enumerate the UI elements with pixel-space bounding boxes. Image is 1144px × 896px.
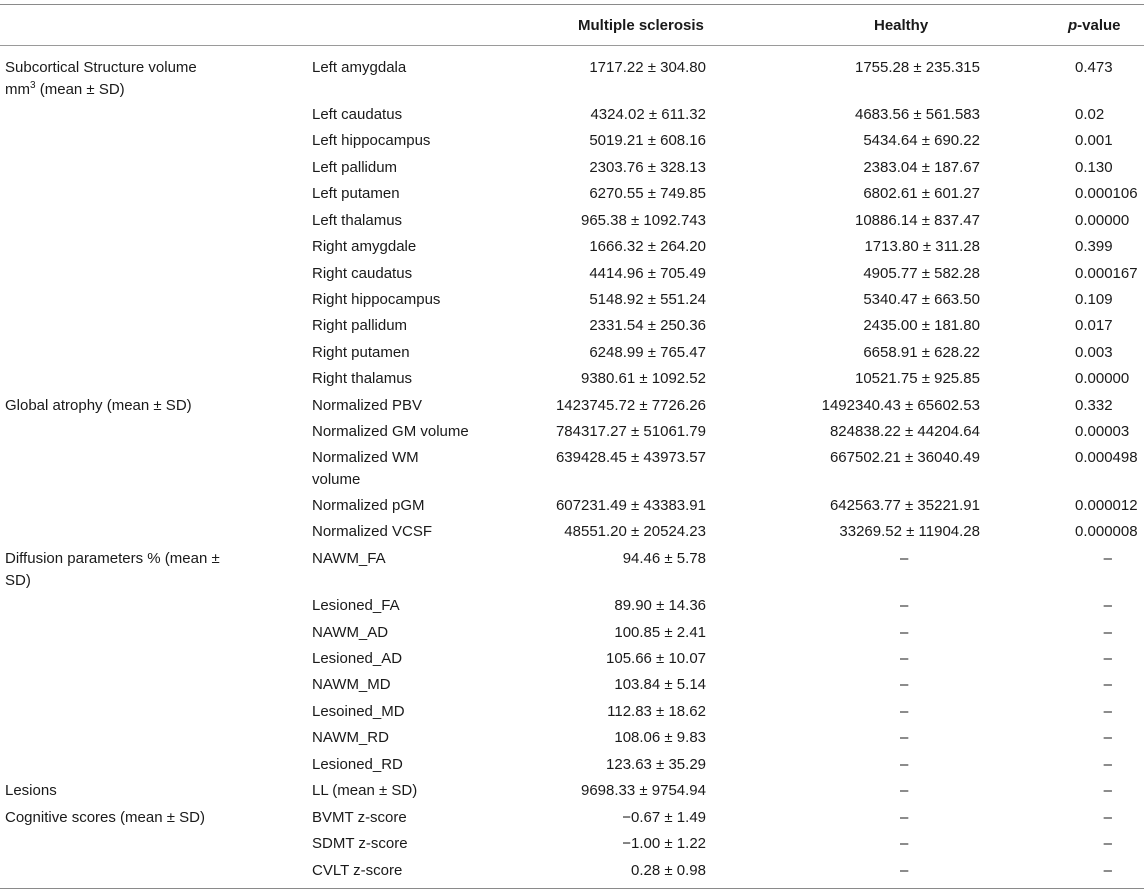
ms-value: 6270.55 ± 749.85 [589, 185, 706, 202]
structure-line-1: SDMT z-score [312, 835, 408, 852]
ms-value: 105.66 ± 10.07 [606, 650, 706, 667]
category-line-1: Subcortical Structure volume [5, 59, 197, 76]
structure-label [312, 495, 482, 517]
structure-label [312, 648, 482, 670]
structure-line-1: Lesioned_AD [312, 650, 403, 667]
structure-line-2: volume [312, 471, 361, 488]
structure-label [312, 315, 482, 337]
structure-line-1: Right hippocampus [312, 291, 441, 308]
structure-label [312, 210, 482, 232]
healthy-value: 2383.04 ± 187.67 [863, 159, 980, 176]
ms-value: 89.90 ± 14.36 [614, 597, 706, 614]
structure-line-1: Left pallidum [312, 159, 398, 176]
p-value: 0.399 [1075, 238, 1113, 255]
structure-label [312, 807, 482, 829]
healthy-value: – [900, 756, 909, 773]
p-value: – [1103, 756, 1112, 773]
bottom-rule [0, 888, 1144, 889]
structure-label [312, 447, 482, 491]
ms-value: 6248.99 ± 765.47 [589, 344, 706, 361]
structure-label [312, 727, 482, 749]
p-value: – [1103, 624, 1112, 641]
healthy-value: – [900, 650, 909, 667]
category-line-1: Global atrophy (mean ± SD) [5, 397, 192, 414]
ms-value: 123.63 ± 35.29 [606, 756, 706, 773]
category-label [5, 548, 295, 592]
healthy-value: 667502.21 ± 36040.49 [829, 449, 980, 466]
ms-value: 784317.27 ± 51061.79 [555, 423, 706, 440]
structure-label [312, 130, 482, 152]
category-line-1: Lesions [5, 782, 57, 799]
header-rule [0, 45, 1144, 46]
healthy-value: – [900, 597, 909, 614]
structure-label [312, 622, 482, 644]
ms-value: 2331.54 ± 250.36 [589, 317, 706, 334]
structure-line-1: Normalized WM [312, 449, 419, 466]
structure-line-1: NAWM_RD [312, 729, 389, 746]
structure-line-1: LL (mean ± SD) [312, 782, 418, 799]
structure-label [312, 57, 482, 79]
unit-superscript: 3 [30, 80, 36, 91]
structure-label [312, 236, 482, 258]
structure-label [312, 780, 482, 802]
p-value: – [1103, 729, 1112, 746]
header-multiple-sclerosis: Multiple sclerosis [578, 17, 704, 34]
ms-value: 103.84 ± 5.14 [614, 676, 706, 693]
ms-value: 4414.96 ± 705.49 [589, 265, 706, 282]
structure-line-1: Right caudatus [312, 265, 413, 282]
p-value: 0.332 [1075, 397, 1113, 414]
p-value: 0.02 [1075, 106, 1105, 123]
structure-label [312, 157, 482, 179]
healthy-value: – [900, 809, 909, 826]
header-p-value [1068, 17, 1121, 34]
structure-line-1: Normalized GM volume [312, 423, 469, 440]
structure-label [312, 754, 482, 776]
p-value: 0.003 [1075, 344, 1113, 361]
healthy-value: 1755.28 ± 235.315 [854, 59, 980, 76]
structure-line-1: Normalized PBV [312, 397, 423, 414]
healthy-value: – [900, 624, 909, 641]
healthy-value: – [900, 729, 909, 746]
structure-line-1: Lesoined_MD [312, 703, 405, 720]
healthy-value: 824838.22 ± 44204.64 [829, 423, 980, 440]
ms-value: 112.83 ± 18.62 [607, 703, 706, 720]
structure-line-1: Right pallidum [312, 317, 408, 334]
p-value: – [1103, 809, 1112, 826]
p-value: 0.000106 [1075, 185, 1138, 202]
structure-line-1: Right putamen [312, 344, 410, 361]
healthy-value: 2435.00 ± 181.80 [863, 317, 980, 334]
structure-label [312, 342, 482, 364]
p-value: 0.00003 [1075, 423, 1130, 440]
structure-label [312, 701, 482, 723]
top-rule [0, 4, 1144, 5]
healthy-value: 33269.52 ± 11904.28 [839, 523, 980, 540]
structure-line-1: BVMT z-score [312, 809, 407, 826]
structure-label [312, 548, 482, 570]
p-value: 0.00000 [1075, 212, 1130, 229]
header-healthy: Healthy [874, 17, 929, 34]
unit-text: mm [5, 81, 30, 98]
ms-value: −1.00 ± 1.22 [622, 835, 706, 852]
healthy-value: 4683.56 ± 561.583 [854, 106, 980, 123]
category-label [5, 807, 295, 829]
p-value: 0.000498 [1075, 449, 1138, 466]
structure-label [312, 674, 482, 696]
p-value: 0.000012 [1075, 497, 1138, 514]
ms-value: 1666.32 ± 264.20 [589, 238, 706, 255]
category-label [5, 395, 295, 417]
healthy-value: 5340.47 ± 663.50 [863, 291, 980, 308]
structure-line-1: Left putamen [312, 185, 400, 202]
healthy-value: 1713.80 ± 311.28 [864, 238, 980, 255]
structure-line-1: Left caudatus [312, 106, 403, 123]
structure-line-1: CVLT z-score [312, 862, 403, 879]
healthy-value: 10521.75 ± 925.85 [854, 370, 980, 387]
p-value: – [1103, 676, 1112, 693]
structure-label [312, 289, 482, 311]
p-value: 0.017 [1075, 317, 1113, 334]
structure-label [312, 183, 482, 205]
structure-line-1: NAWM_FA [312, 550, 386, 567]
healthy-value: – [900, 835, 909, 852]
structure-line-1: Left hippocampus [312, 132, 431, 149]
p-value: – [1103, 782, 1112, 799]
ms-value: 607231.49 ± 43383.91 [555, 497, 706, 514]
healthy-value: – [900, 782, 909, 799]
structure-line-1: NAWM_AD [312, 624, 389, 641]
p-value: – [1103, 650, 1112, 667]
p-value: 0.000008 [1075, 523, 1138, 540]
ms-value: 2303.76 ± 328.13 [589, 159, 706, 176]
ms-value: 9698.33 ± 9754.94 [580, 782, 706, 799]
structure-line-1: Lesioned_RD [312, 756, 403, 773]
category-line-2: SD) [5, 572, 31, 589]
structure-label [312, 521, 482, 543]
p-value: 0.109 [1075, 291, 1113, 308]
p-value: 0.130 [1075, 159, 1113, 176]
ms-value: 4324.02 ± 611.32 [590, 106, 706, 123]
healthy-value: – [900, 550, 909, 567]
ms-value: 5148.92 ± 551.24 [589, 291, 706, 308]
healthy-value: 1492340.43 ± 65602.53 [821, 397, 980, 414]
p-value: 0.000167 [1075, 265, 1138, 282]
ms-value: 5019.21 ± 608.16 [589, 132, 706, 149]
p-value: 0.001 [1075, 132, 1113, 149]
ms-value: 1423745.72 ± 7726.26 [555, 397, 706, 414]
structure-label [312, 860, 482, 882]
p-value: – [1103, 862, 1112, 879]
structure-label [312, 263, 482, 285]
healthy-value: – [900, 676, 909, 693]
healthy-value: – [900, 862, 909, 879]
p-value: – [1103, 597, 1112, 614]
ms-value: 48551.20 ± 20524.23 [564, 523, 706, 540]
category-line-1: Diffusion parameters % (mean ± [5, 550, 220, 567]
category-line-1: Cognitive scores (mean ± SD) [5, 809, 205, 826]
healthy-value: 5434.64 ± 690.22 [863, 132, 980, 149]
structure-label [312, 104, 482, 126]
ms-value: 9380.61 ± 1092.52 [580, 370, 706, 387]
healthy-value: 10886.14 ± 837.47 [854, 212, 980, 229]
structure-line-1: Left amygdala [312, 59, 407, 76]
healthy-value: 6658.91 ± 628.22 [863, 344, 980, 361]
p-value: 0.473 [1075, 59, 1113, 76]
ms-value: 965.38 ± 1092.743 [580, 212, 706, 229]
p-value: – [1103, 550, 1112, 567]
structure-line-1: Left thalamus [312, 212, 403, 229]
structure-line-1: Right thalamus [312, 370, 413, 387]
category-label [5, 57, 295, 101]
structure-label [312, 595, 482, 617]
healthy-value: 6802.61 ± 601.27 [863, 185, 980, 202]
structure-label [312, 395, 482, 417]
structure-label [312, 833, 482, 855]
unit-suffix: (mean ± SD) [35, 81, 125, 98]
structure-line-1: Lesioned_FA [312, 597, 400, 614]
p-value: – [1103, 703, 1112, 720]
header-p-rest: -value [1077, 17, 1121, 34]
structure-line-1: Normalized VCSF [312, 523, 433, 540]
header-p-italic: p [1068, 17, 1078, 34]
ms-value: 94.46 ± 5.78 [622, 550, 706, 567]
ms-value: 108.06 ± 9.83 [614, 729, 706, 746]
structure-label [312, 421, 482, 443]
healthy-value: 4905.77 ± 582.28 [863, 265, 980, 282]
structure-line-1: NAWM_MD [312, 676, 391, 693]
structure-line-1: Right amygdale [312, 238, 417, 255]
structure-line-1: Normalized pGM [312, 497, 425, 514]
healthy-value: – [900, 703, 909, 720]
ms-value: 1717.22 ± 304.80 [589, 59, 706, 76]
ms-value: 0.28 ± 0.98 [631, 862, 706, 879]
structure-label [312, 368, 482, 390]
category-line-2 [5, 79, 295, 101]
category-label [5, 780, 295, 802]
ms-value: 100.85 ± 2.41 [614, 624, 706, 641]
p-value: – [1103, 835, 1112, 852]
ms-value: 639428.45 ± 43973.57 [555, 449, 706, 466]
ms-value: −0.67 ± 1.49 [622, 809, 706, 826]
healthy-value: 642563.77 ± 35221.91 [829, 497, 980, 514]
p-value: 0.00000 [1075, 370, 1130, 387]
